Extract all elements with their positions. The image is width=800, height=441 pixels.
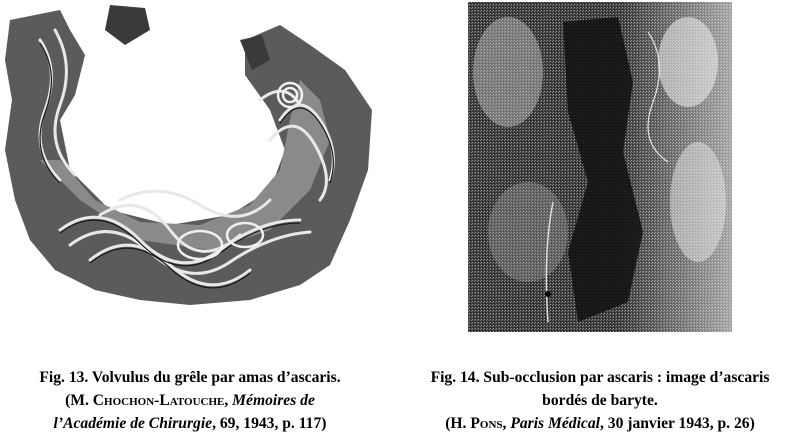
fig13-caption [0, 366, 380, 435]
fig13-source-sep: , [224, 392, 233, 409]
fig13-journal-part1: Mémoires de [232, 392, 315, 409]
fig14-source-open: (H. [445, 415, 471, 432]
fig13-caption-line1: Fig. 13. Volvulus du grêle par amas d’ascaris. [39, 369, 341, 386]
fig14-caption-line1: Fig. 14. Sub-occlusion par ascaris : image d’ascaris [430, 369, 770, 386]
fig14-caption-line3 [400, 412, 800, 435]
fig14-caption-line2: bordés de baryte. [542, 392, 658, 409]
fig14-author: Pons [470, 415, 503, 432]
fig13-caption-line2 [0, 389, 380, 412]
fig13-source-open: (M. [65, 392, 93, 409]
fig13-journal-part2: l’Académie de Chirurgie [53, 415, 213, 432]
fig13-specimen-image [0, 0, 380, 335]
fig13-author: Chochon-Latouche [92, 392, 225, 409]
fig14-xray-image [468, 2, 732, 332]
fig14-caption [400, 366, 800, 435]
fig14-source-sep: , [502, 415, 511, 432]
fig14-ref-tail: , 30 janvier 1943, p. 26) [599, 415, 755, 432]
fig14-journal: Paris Médical [510, 415, 600, 432]
fig13-caption-line3 [0, 412, 380, 435]
fig13-ref-tail: , 69, 1943, p. 117) [212, 415, 327, 432]
